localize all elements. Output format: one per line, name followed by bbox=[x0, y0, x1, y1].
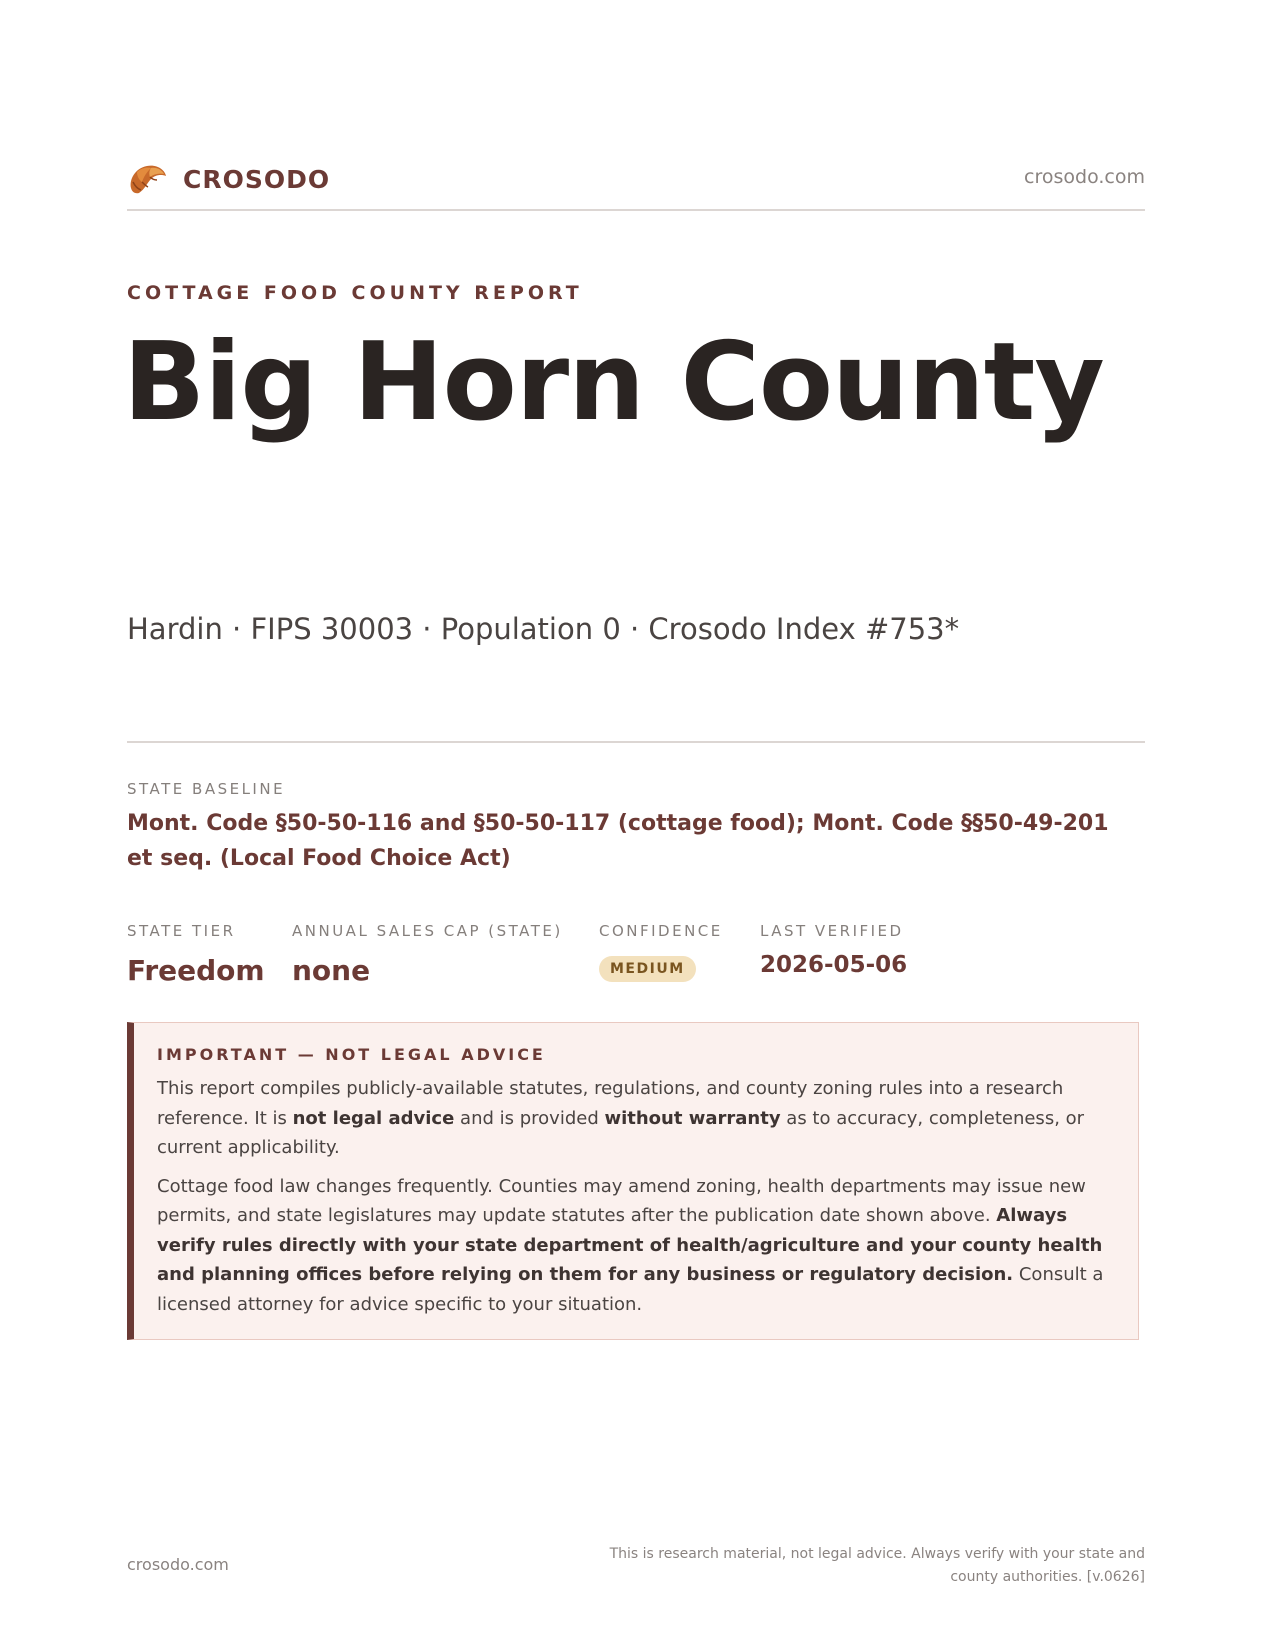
state-tier-value: Freedom bbox=[127, 954, 265, 987]
notice-title: IMPORTANT — NOT LEGAL ADVICE bbox=[157, 1045, 546, 1064]
header-url-link[interactable]: crosodo.com bbox=[1024, 166, 1145, 188]
report-eyebrow: COTTAGE FOOD COUNTY REPORT bbox=[127, 282, 583, 304]
last-verified-label: LAST VERIFIED bbox=[760, 922, 904, 940]
meta-row bbox=[127, 922, 1145, 992]
meta-confidence bbox=[599, 922, 723, 982]
brand[interactable] bbox=[127, 158, 330, 200]
footer-url-link[interactable]: crosodo.com bbox=[127, 1555, 229, 1574]
confidence-label: CONFIDENCE bbox=[599, 922, 723, 940]
county-subline: Hardin · FIPS 30003 · Population 0 · Crosodo Index #753* bbox=[127, 612, 960, 646]
header bbox=[127, 158, 1145, 208]
header-divider bbox=[127, 209, 1145, 211]
footer-disclaimer: This is research material, not legal advice. Always verify with your state and county authorities. [v.0626] bbox=[609, 1546, 1145, 1585]
report-page bbox=[123, 0, 1145, 1650]
meta-state-tier bbox=[127, 922, 265, 987]
legal-notice bbox=[127, 1022, 1139, 1340]
meta-sales-cap bbox=[292, 922, 563, 987]
croissant-icon bbox=[127, 158, 169, 200]
brand-name: CROSODO bbox=[183, 164, 331, 194]
confidence-badge: MEDIUM bbox=[599, 956, 696, 982]
state-tier-label: STATE TIER bbox=[127, 922, 236, 940]
sales-cap-label: ANNUAL SALES CAP (STATE) bbox=[292, 922, 563, 940]
sales-cap-value: none bbox=[292, 954, 371, 987]
notice-paragraph-2: Cottage food law changes frequently. Counties may amend zoning, health departments may issue new permits, and state legislatures may update statutes after the publication date shown above. Always verify rules directly with your state department of health/agriculture and your county health and planning offices before relying on them for any business or regulatory decision. Consult a licensed attorney for advice specific to your situation. bbox=[157, 1175, 1104, 1315]
section-divider bbox=[127, 741, 1145, 743]
baseline-text: Mont. Code §50-50-116 and §50-50-117 (cottage food); Mont. Code §§50-49-201 et seq. (Local Food Choice Act) bbox=[127, 811, 1109, 871]
baseline-label: STATE BASELINE bbox=[127, 780, 286, 798]
notice-paragraph-1: This report compiles publicly-available statutes, regulations, and county zoning rules into a research reference. It is not legal advice and is provided without warranty as to accuracy, completeness, or current applicability. bbox=[157, 1078, 1085, 1158]
last-verified-value: 2026-05-06 bbox=[760, 952, 908, 978]
page-title: Big Horn County bbox=[123, 320, 1104, 445]
meta-last-verified bbox=[760, 922, 907, 978]
